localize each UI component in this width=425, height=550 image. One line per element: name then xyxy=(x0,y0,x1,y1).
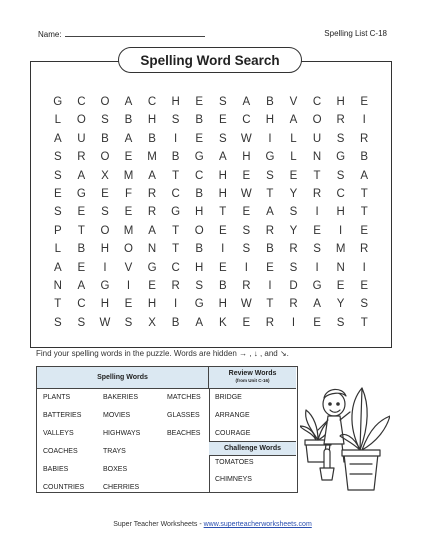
grid-letter[interactable]: H xyxy=(195,261,204,274)
spelling-word: COUNTRIES xyxy=(43,484,85,491)
grid-letter[interactable]: H xyxy=(147,114,157,127)
grid-letter[interactable]: S xyxy=(53,206,62,219)
grid-letter[interactable]: C xyxy=(312,96,322,108)
grid-letter[interactable]: T xyxy=(172,224,180,237)
grid-letter[interactable]: E xyxy=(218,114,227,127)
review-words-subtitle: (from Unit C-16) xyxy=(235,378,270,383)
grid-letter[interactable]: B xyxy=(124,114,133,127)
grid-letter[interactable]: S xyxy=(101,206,109,219)
grid-letter[interactable]: U xyxy=(77,132,86,145)
grid-letter[interactable]: S xyxy=(101,114,109,127)
grid-letter[interactable]: H xyxy=(147,298,157,311)
grid-letter[interactable]: R xyxy=(289,243,298,256)
grid-letter[interactable]: H xyxy=(218,169,227,182)
grid-letter[interactable]: H xyxy=(218,187,227,200)
grid-letter[interactable]: S xyxy=(336,132,345,145)
grid-letter[interactable]: T xyxy=(266,298,274,311)
grid-letter[interactable]: K xyxy=(218,316,227,329)
grid-letter[interactable]: I xyxy=(244,261,248,274)
grid-letter[interactable]: W xyxy=(240,298,252,311)
footer-link[interactable]: www.superteacherworksheets.com xyxy=(203,521,312,528)
grid-letter[interactable]: A xyxy=(124,96,133,108)
grid-letter[interactable]: O xyxy=(100,96,110,108)
grid-letter[interactable]: R xyxy=(77,151,86,164)
grid-letter[interactable]: N xyxy=(147,243,157,256)
grid-letter[interactable]: E xyxy=(360,96,369,108)
challenge-word: CHIMNEYS xyxy=(215,476,252,483)
grid-letter[interactable]: X xyxy=(148,316,156,329)
grid-letter[interactable]: A xyxy=(313,298,321,311)
grid-letter[interactable]: R xyxy=(312,187,322,200)
grid-letter[interactable]: R xyxy=(265,316,275,329)
grid-letter[interactable]: H xyxy=(100,243,110,256)
grid-letter[interactable]: G xyxy=(53,96,63,108)
spelling-word: BEACHES xyxy=(167,430,201,437)
letter-grid xyxy=(46,93,376,332)
grid-letter[interactable]: E xyxy=(313,224,321,237)
review-word: COURAGE xyxy=(215,430,251,437)
grid-letter[interactable]: S xyxy=(171,114,180,127)
grid-letter[interactable]: M xyxy=(123,169,134,182)
spelling-word: TRAYS xyxy=(103,448,126,455)
grid-letter[interactable]: S xyxy=(124,316,133,329)
spelling-word: PLANTS xyxy=(43,394,71,401)
grid-letter[interactable]: E xyxy=(242,206,251,219)
grid-letter[interactable]: A xyxy=(266,206,274,219)
footer xyxy=(0,521,425,528)
grid-letter[interactable]: C xyxy=(171,187,180,200)
grid-letter[interactable]: E xyxy=(101,187,109,200)
grid-letter[interactable]: I xyxy=(268,279,272,292)
grid-letter[interactable]: R xyxy=(289,298,298,311)
grid-letter[interactable]: L xyxy=(290,151,297,164)
grid-letter[interactable]: L xyxy=(54,114,61,127)
grid-letter[interactable]: G xyxy=(265,151,275,164)
grid-letter[interactable]: R xyxy=(147,206,157,219)
grid-letter[interactable]: U xyxy=(312,132,322,145)
grid-letter[interactable]: S xyxy=(289,206,298,219)
spelling-word: BABIES xyxy=(43,466,69,473)
grid-letter[interactable]: E xyxy=(313,316,321,329)
grid-letter[interactable]: A xyxy=(148,224,156,237)
grid-letter[interactable]: N xyxy=(312,151,322,164)
grid-letter[interactable]: Y xyxy=(336,298,345,311)
grid-letter[interactable]: I xyxy=(291,316,296,329)
grid-letter[interactable]: G xyxy=(76,187,86,200)
grid-letter[interactable]: I xyxy=(174,298,178,311)
grid-letter[interactable]: H xyxy=(336,96,345,108)
grid-letter[interactable]: I xyxy=(362,114,366,127)
grid-letter[interactable]: S xyxy=(336,169,345,182)
grid-letter[interactable]: E xyxy=(266,261,274,274)
grid-letter[interactable]: R xyxy=(360,132,369,145)
grid-letter[interactable]: G xyxy=(312,279,322,292)
word-bank xyxy=(36,366,298,493)
grid-letter[interactable]: O xyxy=(100,151,110,164)
grid-letter[interactable]: S xyxy=(266,169,274,182)
grid-letter[interactable]: E xyxy=(124,151,133,164)
grid-letter[interactable]: O xyxy=(194,224,204,237)
grid-letter[interactable]: T xyxy=(219,206,227,219)
grid-letter[interactable]: I xyxy=(221,243,225,256)
grid-letter[interactable]: M xyxy=(123,224,134,237)
grid-letter[interactable]: O xyxy=(312,114,322,127)
grid-letter[interactable]: A xyxy=(53,261,62,274)
grid-letter[interactable]: C xyxy=(77,298,86,311)
grid-letter[interactable]: M xyxy=(147,151,157,164)
grid-letter[interactable]: B xyxy=(360,151,369,164)
review-words-header xyxy=(209,367,296,389)
grid-letter[interactable]: S xyxy=(242,224,251,237)
footer-text: Super Teacher Worksheets - xyxy=(113,521,204,528)
grid-letter[interactable]: E xyxy=(124,206,133,219)
grid-letter[interactable]: B xyxy=(171,151,180,164)
grid-letter[interactable]: E xyxy=(360,224,369,237)
grid-letter[interactable]: T xyxy=(266,187,274,200)
grid-letter[interactable]: O xyxy=(76,114,86,127)
grid-letter[interactable]: G xyxy=(100,279,110,292)
grid-letter[interactable]: T xyxy=(360,206,368,219)
grid-letter[interactable]: W xyxy=(99,316,111,329)
grid-letter[interactable]: I xyxy=(315,206,319,219)
grid-letter[interactable]: T xyxy=(360,187,368,200)
grid-letter[interactable]: G xyxy=(171,206,181,219)
grid-letter[interactable]: E xyxy=(242,169,251,182)
grid-letter[interactable]: F xyxy=(124,187,132,200)
grid-letter[interactable]: G xyxy=(147,261,157,274)
grid-letter[interactable]: S xyxy=(242,243,251,256)
grid-letter[interactable]: A xyxy=(242,96,251,108)
grid-letter[interactable]: H xyxy=(218,298,227,311)
grid-letter[interactable]: S xyxy=(360,298,369,311)
grid-letter[interactable]: D xyxy=(289,279,298,292)
grid-letter[interactable]: S xyxy=(218,132,227,145)
challenge-words-header: Challenge Words xyxy=(209,441,296,456)
grid-letter[interactable]: T xyxy=(172,169,180,182)
grid-letter[interactable]: G xyxy=(194,151,204,164)
grid-letter[interactable]: S xyxy=(53,169,62,182)
grid-letter[interactable]: C xyxy=(147,96,157,108)
grid-letter[interactable]: A xyxy=(360,169,369,182)
spelling-word: MATCHES xyxy=(167,394,201,401)
grid-letter[interactable]: X xyxy=(101,169,109,182)
grid-letter[interactable]: C xyxy=(171,261,180,274)
grid-letter[interactable]: B xyxy=(195,114,204,127)
grid-letter[interactable]: C xyxy=(336,187,345,200)
spelling-word: BOXES xyxy=(103,466,128,473)
review-words-title: Review Words xyxy=(228,370,277,377)
grid-letter[interactable]: G xyxy=(336,151,346,164)
spelling-word: MOVIES xyxy=(103,412,131,419)
grid-letter[interactable]: R xyxy=(242,279,251,292)
grid-letter[interactable]: W xyxy=(240,187,252,200)
grid-letter[interactable]: A xyxy=(77,279,86,292)
review-word: BRIDGE xyxy=(215,394,242,401)
grid-letter[interactable]: E xyxy=(148,279,156,292)
name-field xyxy=(38,29,205,39)
review-word: ARRANGE xyxy=(215,412,250,419)
grid-letter[interactable]: N xyxy=(53,279,62,292)
grid-letter[interactable]: T xyxy=(313,169,321,182)
grid-letter[interactable]: A xyxy=(124,132,133,145)
grid-letter[interactable]: E xyxy=(218,224,227,237)
grid-letter[interactable]: B xyxy=(195,243,204,256)
grid-letter[interactable]: E xyxy=(53,187,62,200)
grid-letter[interactable]: E xyxy=(336,279,345,292)
name-blank-line[interactable] xyxy=(65,29,205,37)
grid-letter[interactable]: N xyxy=(336,261,345,274)
grid-letter[interactable]: B xyxy=(77,243,86,256)
instructions: Find your spelling words in the puzzle. Words are hidden → , ↓ , and ↘. xyxy=(36,349,289,358)
grid-letter[interactable]: P xyxy=(53,224,62,237)
grid-letter[interactable]: H xyxy=(195,206,204,219)
grid-letter[interactable]: O xyxy=(100,224,110,237)
grid-letter[interactable]: T xyxy=(54,298,62,311)
grid-letter[interactable]: A xyxy=(218,151,227,164)
grid-letter[interactable]: W xyxy=(240,132,252,145)
grid-letter[interactable]: B xyxy=(266,96,274,108)
grid-letter[interactable]: I xyxy=(268,132,272,145)
grid-letter[interactable]: L xyxy=(54,243,61,256)
grid-letter[interactable]: S xyxy=(218,96,227,108)
grid-letter[interactable]: H xyxy=(242,151,251,164)
grid-letter[interactable]: C xyxy=(195,169,204,182)
boy-with-plants-illustration xyxy=(300,366,390,496)
grid-letter[interactable]: B xyxy=(171,316,180,329)
spelling-word: GLASSES xyxy=(167,412,200,419)
grid-letter[interactable]: H xyxy=(171,96,180,108)
grid-letter[interactable]: C xyxy=(242,114,251,127)
grid-letter[interactable]: E xyxy=(77,261,86,274)
grid-letter[interactable]: A xyxy=(148,169,156,182)
spelling-word: VALLEYS xyxy=(43,430,74,437)
list-id: Spelling List C-18 xyxy=(324,29,387,38)
spelling-word: HIGHWAYS xyxy=(103,430,141,437)
grid-letter[interactable]: I xyxy=(315,261,319,274)
grid-letter[interactable]: A xyxy=(53,132,62,145)
grid-letter[interactable]: B xyxy=(195,187,204,200)
spelling-word: CHERRIES xyxy=(103,484,140,491)
grid-letter[interactable]: S xyxy=(313,243,321,256)
spelling-word: BATTERIES xyxy=(43,412,82,419)
grid-letter[interactable]: I xyxy=(339,224,343,237)
grid-letter[interactable]: E xyxy=(360,279,369,292)
grid-letter[interactable]: G xyxy=(194,298,204,311)
grid-letter[interactable]: I xyxy=(174,132,178,145)
challenge-word: TOMATOES xyxy=(215,459,254,466)
grid-letter[interactable]: Y xyxy=(289,224,298,237)
grid-letter[interactable]: T xyxy=(360,316,368,329)
grid-letter[interactable]: L xyxy=(290,132,297,145)
grid-letter[interactable]: Y xyxy=(289,187,298,200)
grid-letter[interactable]: S xyxy=(336,316,345,329)
name-label: Name: xyxy=(38,30,62,39)
grid-letter[interactable]: B xyxy=(101,132,109,145)
grid-letter[interactable]: H xyxy=(265,114,275,127)
grid-letter[interactable]: V xyxy=(289,96,298,108)
grid-letter[interactable]: A xyxy=(77,169,86,182)
grid-letter[interactable]: I xyxy=(126,279,131,292)
grid-letter[interactable]: H xyxy=(336,206,345,219)
grid-letter[interactable]: R xyxy=(336,114,345,127)
grid-letter[interactable]: A xyxy=(195,316,204,329)
spelling-words-header: Spelling Words xyxy=(37,367,209,389)
grid-letter[interactable]: S xyxy=(77,316,86,329)
grid-letter[interactable]: H xyxy=(100,298,110,311)
grid-letter[interactable]: S xyxy=(289,261,298,274)
grid-letter[interactable]: E xyxy=(77,206,86,219)
grid-letter[interactable]: T xyxy=(77,224,85,237)
grid-letter[interactable]: O xyxy=(124,243,133,256)
grid-letter[interactable]: C xyxy=(77,96,86,108)
grid-letter[interactable]: I xyxy=(103,261,107,274)
grid-letter[interactable]: B xyxy=(266,243,274,256)
spelling-word: BAKERIES xyxy=(103,394,139,401)
grid-letter[interactable]: B xyxy=(218,279,227,292)
grid-letter[interactable]: S xyxy=(53,316,62,329)
grid-letter[interactable]: R xyxy=(360,243,369,256)
grid-letter[interactable]: E xyxy=(289,169,298,182)
grid-letter[interactable]: S xyxy=(53,151,62,164)
grid-letter[interactable]: R xyxy=(147,187,157,200)
grid-letter[interactable]: E xyxy=(242,316,251,329)
grid-letter[interactable]: E xyxy=(195,96,204,108)
spelling-word: COACHES xyxy=(43,448,78,455)
grid-letter[interactable]: R xyxy=(171,279,180,292)
grid-letter[interactable]: E xyxy=(218,261,227,274)
grid-letter[interactable]: R xyxy=(265,224,275,237)
grid-letter[interactable]: S xyxy=(195,279,204,292)
grid-letter[interactable]: V xyxy=(124,261,133,274)
page-title: Spelling Word Search xyxy=(118,47,302,73)
grid-letter[interactable]: B xyxy=(148,132,156,145)
grid-letter[interactable]: I xyxy=(362,261,366,274)
grid-letter[interactable]: T xyxy=(172,243,180,256)
grid-letter[interactable]: E xyxy=(124,298,133,311)
grid-letter[interactable]: M xyxy=(335,243,346,256)
grid-letter[interactable]: A xyxy=(289,114,298,127)
grid-letter[interactable]: E xyxy=(195,132,204,145)
